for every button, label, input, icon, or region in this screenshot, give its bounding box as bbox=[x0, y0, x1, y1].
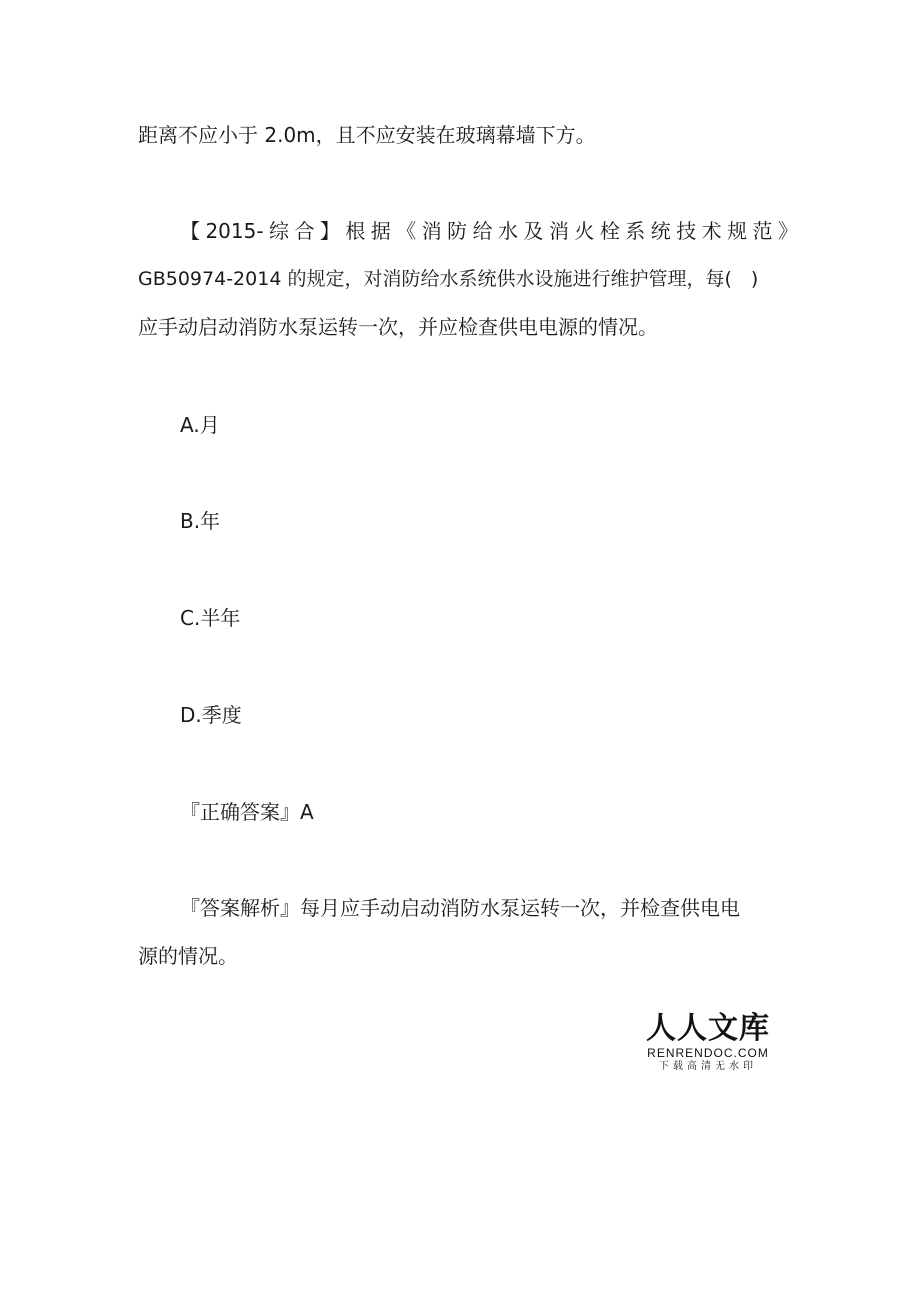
option-b: B.年 bbox=[180, 509, 221, 533]
watermark-logo bbox=[640, 1012, 776, 1074]
continuation-text: 距离不应小于 2.0m，且不应安装在玻璃幕墙下方。 bbox=[138, 123, 596, 147]
question-line-3: 应手动启动消防水泵运转一次，并应检查供电电源的情况。 bbox=[138, 315, 658, 339]
correct-answer: 『正确答案』A bbox=[180, 800, 314, 824]
question-line-2: GB50974-2014 的规定，对消防给水系统供水设施进行维护管理，每( ) bbox=[138, 268, 759, 290]
watermark-subtitle: 下载高清无水印 bbox=[659, 1061, 757, 1072]
watermark-title: 人人文库 bbox=[646, 1011, 770, 1046]
watermark-domain: RENRENDOC.COM bbox=[647, 1046, 769, 1060]
option-d: D.季度 bbox=[180, 703, 242, 727]
question-line-1: 【2015-综合】根据《消防给水及消火栓系统技术规范》 bbox=[180, 219, 798, 243]
analysis-line-2: 源的情况。 bbox=[138, 944, 238, 968]
analysis-line-1: 『答案解析』每月应手动启动消防水泵运转一次，并检查供电电 bbox=[180, 896, 740, 920]
option-a: A.月 bbox=[180, 413, 220, 437]
option-c: C.半年 bbox=[180, 606, 241, 630]
